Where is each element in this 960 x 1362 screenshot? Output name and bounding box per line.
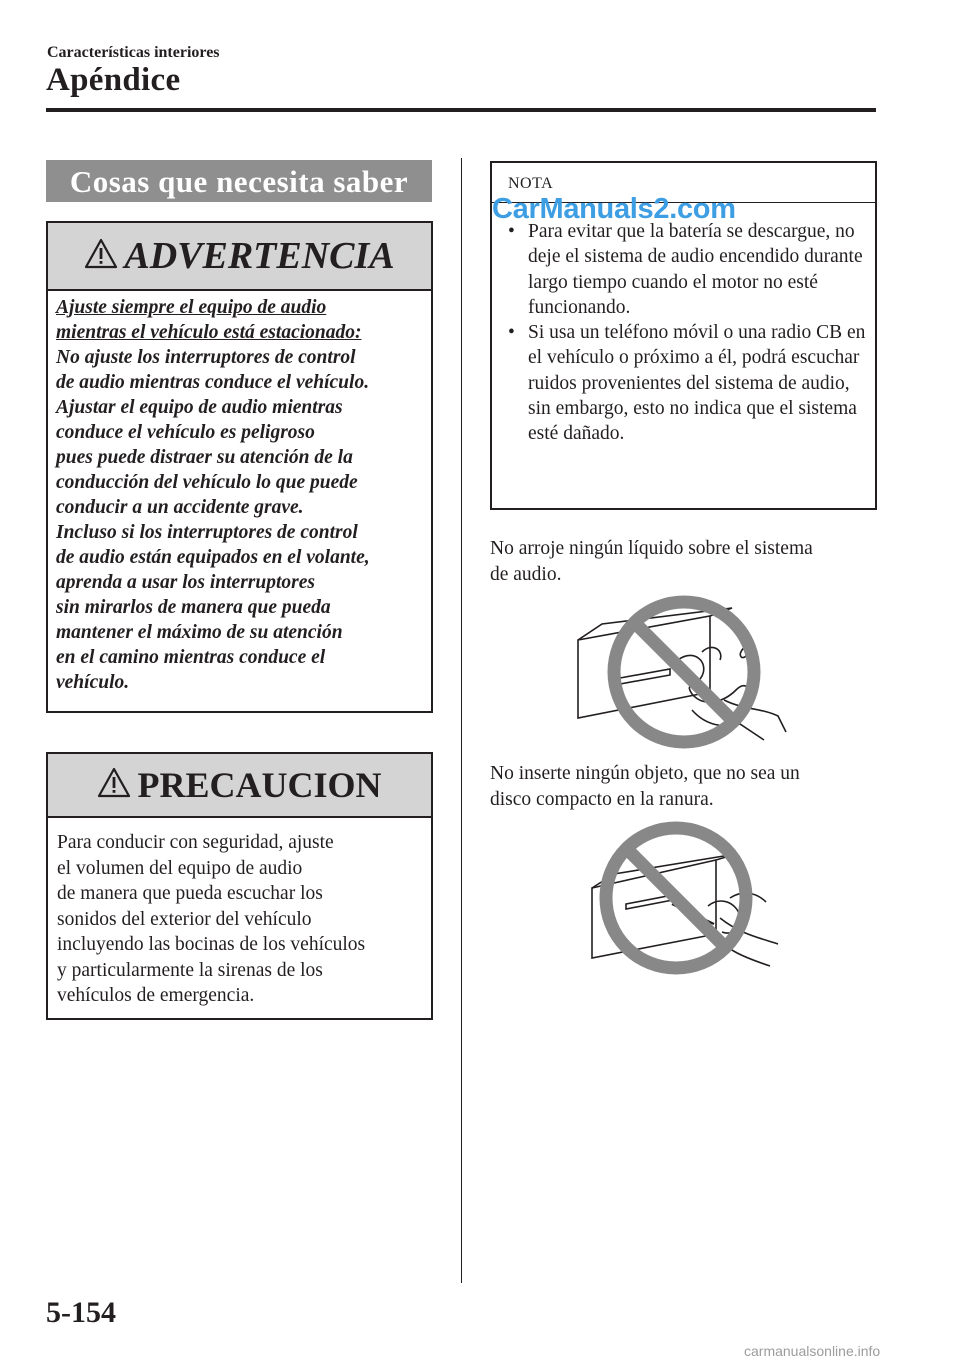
bullet: • (508, 322, 515, 344)
watermark-text: CarManuals2.com (492, 193, 736, 225)
warning-triangle-icon (97, 767, 131, 803)
caution-title: PRECAUCION (137, 765, 382, 805)
list-item (506, 320, 866, 446)
page-number: 5-154 (46, 1296, 116, 1329)
warning-underlined-line: mientras el vehículo está estacionado: (56, 322, 362, 343)
note-list (506, 219, 866, 447)
caution-text: Para conducir con seguridad, ajuste el volumen del equipo de audio de manera que pueda escuchar los sonidos del exterior del vehículo incluyendo las bocinas de los vehículos y particularmente la sirenas de los vehículos de emergencia. (57, 832, 366, 1006)
warning-title: ADVERTENCIA (124, 235, 395, 277)
prohibition-sign-icon (606, 828, 746, 968)
note-header (492, 163, 875, 225)
note-label: NOTA (508, 175, 554, 192)
section-banner: Cosas que necesita saber (46, 160, 432, 202)
no-insert-illustration (590, 818, 790, 983)
caution-box-header (48, 754, 431, 818)
page-title: Apéndice (46, 62, 181, 98)
paragraph-insert: No inserte ningún objeto, que no sea un disco compacto en la ranura. (490, 763, 800, 810)
header-rule (46, 108, 876, 112)
no-liquid-illustration (574, 590, 794, 760)
warning-body (56, 295, 428, 695)
column-divider (461, 158, 462, 1283)
paragraph-liquid: No arroje ningún líquido sobre el sistema de audio. (490, 538, 813, 585)
list-item-text: Si usa un teléfono móvil o una radio CB en el vehículo o próximo a él, podrá escuchar ruidos provenientes del sistema de audio, sin embargo, esto no indica que el sistema esté dañado. (528, 322, 866, 445)
bullet: • (508, 221, 515, 242)
warning-box (46, 221, 433, 713)
warning-box-header (48, 223, 431, 291)
note-box (490, 161, 877, 510)
warning-underlined-line: Ajuste siempre el equipo de audio (56, 297, 327, 318)
list-item (506, 219, 866, 320)
footer-watermark-url: carmanualsonline.info (744, 1343, 881, 1359)
warning-triangle-icon (84, 238, 118, 274)
prohibition-sign-icon (614, 602, 754, 742)
warning-text: No ajuste los interruptores de control de audio mientras conduce el vehículo. Ajustar el equipo de audio mientras conduce el vehículo es peligroso pues puede distraer su atención de la conducción del vehículo lo que puede conducir a un accidente grave. Incluso si los interruptores de control de audio están equipados en el volante, aprenda a usar los interruptores sin mirarlos de manera que pueda mantener el máximo de su atención en el camino mientras conduce el vehículo. (56, 347, 370, 693)
caution-box (46, 752, 433, 1020)
list-item-text: Para evitar que la batería se descargue, no deje el sistema de audio encendido durante largo tiempo cuando el motor no esté funcionando. (528, 221, 863, 318)
section-label: Características interiores (47, 44, 220, 61)
